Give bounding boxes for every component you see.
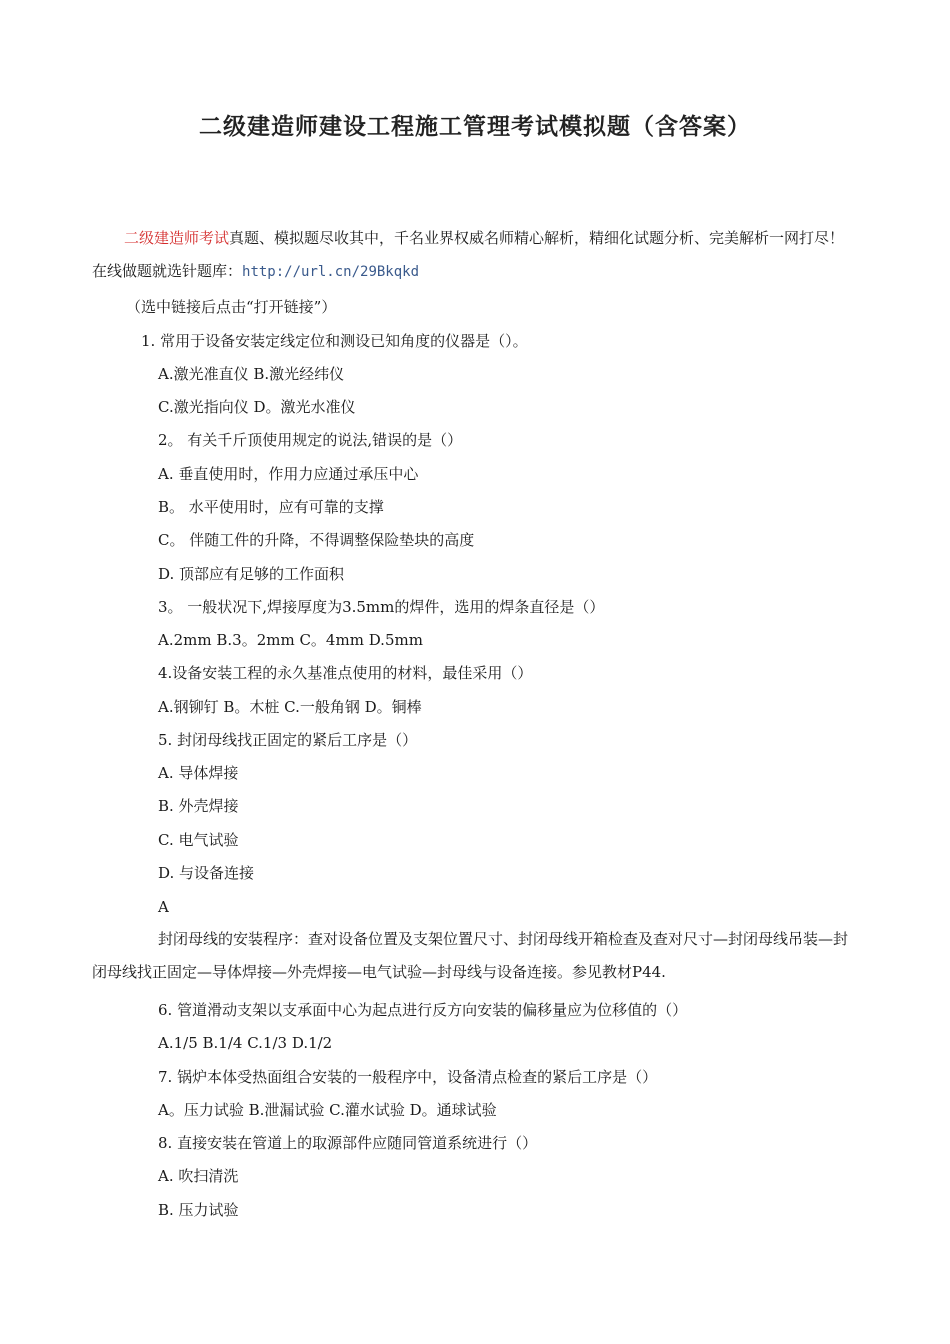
question-7: 7. 锅炉本体受热面组合安装的一般程序中，设备清点检查的紧后工序是（） [158,1068,658,1086]
question-bank-url[interactable]: http://url.cn/29Bkqkd [242,264,420,280]
page-title: 二级建造师建设工程施工管理考试模拟题（含答案） [199,113,751,140]
question-1: 1. 常用于设备安装定线定位和测设已知角度的仪器是（）。 [141,332,528,350]
option-line: B。 水平使用时，应有可靠的支撑 [158,498,384,516]
option-line: A. 垂直使用时，作用力应通过承压中心 [158,465,419,483]
question-3: 3。 一般状况下,焊接厚度为3.5mm的焊件，选用的焊条直径是（） [158,598,605,616]
option-line: B. 外壳焊接 [158,797,239,815]
question-4: 4.设备安装工程的永久基准点使用的材料，最佳采用（） [158,664,533,682]
option-line: C。 伴随工件的升降，不得调整保险垫块的高度 [158,531,475,549]
explanation-paragraph: 封闭母线的安装程序：查对设备位置及支架位置尺寸、封闭母线开箱检查及查对尺寸—封闭母线吊装—封闭母线找正固定—导体焊接—外壳焊接—电气试验—封母线与设备连接。参见教材P44. [92,930,849,981]
option-line: D. 顶部应有足够的工作面积 [158,565,345,583]
option-line: A. 导体焊接 [158,764,239,782]
option-line: A.1/5 B.1/4 C.1/3 D.1/2 [158,1034,333,1052]
question-8: 8. 直接安装在管道上的取源部件应随同管道系统进行（） [158,1134,538,1152]
option-line: A.2mm B.3。2mm C。4mm D.5mm [158,631,423,649]
option-line: C.激光指向仪 D。激光水准仪 [158,398,356,416]
answer: A [158,898,169,916]
option-line: C. 电气试验 [158,831,239,849]
link-note: （选中链接后点击“打开链接”） [126,298,337,316]
question-6: 6. 管道滑动支架以支承面中心为起点进行反方向安装的偏移量应为位移值的（） [158,1001,688,1019]
intro-paragraph [92,222,852,289]
question-5: 5. 封闭母线找正固定的紧后工序是（） [158,731,418,749]
exam-link[interactable]: 二级建造师考试 [124,229,230,247]
question-2: 2。 有关千斤顶使用规定的说法,错误的是（） [158,431,463,449]
option-line: A。压力试验 B.泄漏试验 C.灌水试验 D。通球试验 [158,1101,497,1119]
option-line: D. 与设备连接 [158,864,255,882]
option-line: A.钢铆钉 B。木桩 C.一般角钢 D。铜棒 [158,698,422,716]
option-line: B. 压力试验 [158,1201,239,1219]
intro-text: 真题、模拟题尽收其中，千名业界权威名师精心解析，精细化试题分析、完美解析一网打尽！在线做题就选针题库： [92,229,845,280]
option-line: A.激光准直仪 B.激光经纬仪 [158,365,345,383]
option-line: A. 吹扫清洗 [158,1167,239,1185]
